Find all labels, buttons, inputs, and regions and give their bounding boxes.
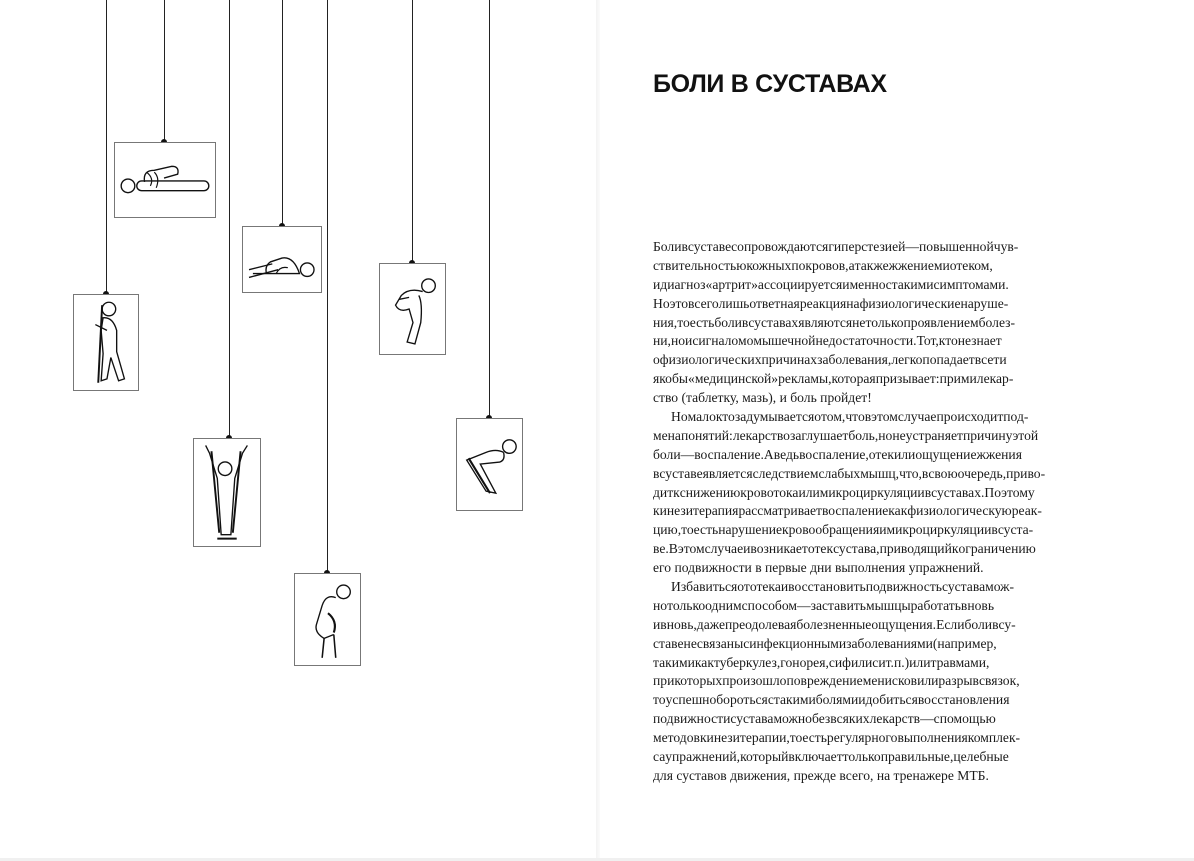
- word: есть: [802, 730, 827, 746]
- word: под-: [1003, 409, 1029, 425]
- overhead-band-stretch-icon: [194, 439, 260, 546]
- seated-leg-press-icon: [457, 419, 522, 510]
- lying-knee-hug-icon: [115, 143, 215, 217]
- word: от: [737, 579, 750, 595]
- word: которых: [674, 673, 723, 689]
- word: восстановить: [788, 579, 866, 595]
- word: вновь: [960, 597, 995, 613]
- knee-raise-standing-icon: [380, 264, 445, 354]
- word: ощущение: [915, 446, 977, 462]
- word: отек: [868, 446, 894, 462]
- word: ограничению: [958, 541, 1036, 557]
- word: как: [694, 654, 714, 670]
- word: только: [667, 597, 706, 613]
- word: одним: [705, 597, 742, 613]
- word: который: [740, 749, 789, 765]
- word: наруше-: [960, 295, 1009, 311]
- word: кто: [715, 409, 735, 425]
- standing-band-pull-icon: [74, 295, 138, 390]
- text-line: [653, 314, 1016, 333]
- word: «артрит»: [705, 276, 758, 292]
- word: есть: [693, 522, 719, 538]
- word: также: [854, 257, 889, 273]
- word: и: [780, 579, 789, 595]
- word: сифилис: [828, 654, 879, 670]
- word: в: [921, 465, 929, 481]
- word: способом: [741, 597, 797, 613]
- word: кинезитерапии,: [699, 730, 790, 746]
- word: кровотока: [740, 484, 799, 500]
- word: са: [653, 749, 666, 765]
- word: и: [858, 692, 866, 708]
- word: воспаление.: [694, 446, 764, 462]
- word: воспаление,: [799, 446, 869, 462]
- text-line: [653, 276, 1009, 295]
- word: такими: [773, 692, 816, 708]
- word: целебные: [953, 749, 1009, 765]
- word: что: [845, 409, 865, 425]
- word: и: [653, 616, 661, 632]
- word: в: [864, 409, 872, 425]
- word: этом: [871, 409, 898, 425]
- word: ствительностью: [653, 257, 747, 273]
- word: преодолевая: [725, 616, 797, 632]
- word: именно: [842, 276, 886, 292]
- forward-bend-band-icon: [295, 574, 360, 665]
- word: реак-: [1011, 503, 1042, 519]
- word: или: [909, 654, 931, 670]
- exercise-card: [193, 438, 261, 547]
- word: ставе: [653, 635, 684, 651]
- word: связаны: [696, 635, 744, 651]
- word: Поэтому: [984, 484, 1035, 500]
- word: в: [991, 522, 998, 538]
- word: мало: [687, 409, 716, 425]
- text-line: [653, 295, 1009, 314]
- word: призывает:: [875, 371, 940, 387]
- text-line: [653, 370, 1014, 389]
- word: к: [951, 541, 959, 557]
- hanging-string: [327, 0, 328, 573]
- word: следствием: [752, 465, 819, 481]
- word: чув-: [993, 239, 1019, 254]
- word: только: [865, 314, 904, 330]
- word: мышц,: [860, 465, 900, 481]
- hanging-string: [229, 0, 230, 438]
- word: мож-: [985, 579, 1015, 595]
- word: ответная: [749, 295, 800, 311]
- word: менисков: [862, 673, 918, 689]
- word: дит: [653, 484, 674, 500]
- word: комплек-: [967, 730, 1021, 746]
- text-line: [653, 672, 1020, 691]
- exercise-card: [73, 294, 139, 391]
- text-line: [653, 729, 1021, 748]
- exercise-card: [456, 418, 523, 511]
- word: или: [894, 446, 916, 462]
- word: боли: [714, 314, 742, 330]
- word: сустава: [942, 579, 986, 595]
- word: —: [905, 239, 919, 254]
- word: физиологические: [859, 295, 961, 311]
- word: является: [702, 465, 753, 481]
- word: в: [974, 352, 982, 368]
- word: болез-: [978, 314, 1016, 330]
- word: не: [852, 314, 866, 330]
- word: болями: [815, 692, 859, 708]
- word: произошло: [722, 673, 787, 689]
- word: —: [680, 446, 695, 462]
- word: В: [668, 541, 678, 557]
- word: суставах.: [931, 484, 985, 500]
- text-line: [653, 748, 1009, 767]
- word: случае: [704, 541, 744, 557]
- text-line: ство (таблетку, мазь), и боль пройдет!: [653, 390, 872, 406]
- word: физиологических: [659, 352, 762, 368]
- word: боли: [964, 616, 993, 632]
- word: бороться: [716, 692, 768, 708]
- word: это: [669, 295, 689, 311]
- word: суставе: [659, 465, 703, 481]
- word: успешно: [665, 692, 717, 708]
- word: в: [653, 465, 660, 481]
- text-line: [653, 465, 1046, 484]
- word: сустава,: [833, 541, 880, 557]
- word: проявлением: [903, 314, 979, 330]
- word: и: [653, 276, 661, 292]
- page-title: БОЛИ В СУСТАВАХ: [653, 70, 887, 98]
- word: причину: [962, 427, 1013, 443]
- word: ассоциируется: [757, 276, 843, 292]
- text-line: [653, 540, 1036, 559]
- word: но: [670, 333, 686, 349]
- word: всяких: [830, 711, 870, 727]
- text-line: [653, 484, 1035, 503]
- word: су-: [998, 616, 1016, 632]
- word: суставах: [748, 314, 799, 330]
- word: попадает: [922, 352, 975, 368]
- word: на: [846, 295, 860, 311]
- word: задумывается: [734, 409, 815, 425]
- text-line: [653, 351, 1007, 370]
- word: воспаление: [821, 503, 889, 519]
- word: боль,: [848, 427, 879, 443]
- exercise-card: [379, 263, 446, 355]
- word: связок,: [978, 673, 1020, 689]
- word: которая: [831, 371, 876, 387]
- word: и: [685, 333, 693, 349]
- text-line: для суставов движения, прежде всего, на тренажере МТБ.: [653, 767, 989, 783]
- word: болезненные: [796, 616, 872, 632]
- hanging-string: [164, 0, 165, 142]
- exercise-card: [294, 573, 361, 666]
- text-line: его подвижности в первые дни выполнения упражнений.: [653, 560, 984, 576]
- word: травмами,: [930, 654, 990, 670]
- word: рекламы,: [778, 371, 832, 387]
- word: этом: [677, 541, 705, 557]
- word: якобы: [653, 371, 689, 387]
- word: как: [888, 503, 908, 519]
- word: и: [878, 654, 886, 670]
- hanging-string: [282, 0, 283, 226]
- word: такими: [653, 654, 695, 670]
- word: помощью: [939, 711, 996, 727]
- word: суставе: [687, 239, 732, 254]
- word: том,: [821, 409, 846, 425]
- word: о: [653, 352, 660, 368]
- word: мышцы: [866, 597, 911, 613]
- word: сигналом: [692, 333, 747, 349]
- word: жжением: [888, 257, 943, 273]
- word: сопровождаются: [731, 239, 829, 254]
- word: упражнений,: [665, 749, 741, 765]
- word: о: [746, 333, 754, 349]
- word: ощущения.: [871, 616, 937, 632]
- word: разрыв: [938, 673, 979, 689]
- word: и: [879, 522, 887, 538]
- word: то: [677, 314, 690, 330]
- word: кожных: [746, 257, 792, 273]
- word: заболеваниями: [846, 635, 933, 651]
- text-line: [653, 521, 1034, 540]
- word: Но: [653, 295, 670, 311]
- word: Тот,: [916, 333, 939, 349]
- word: —: [796, 597, 811, 613]
- word: кинезитерапия: [653, 503, 739, 519]
- word: свою: [928, 465, 958, 481]
- word: «медицинской»: [688, 371, 779, 387]
- word: прими: [939, 371, 977, 387]
- word: не: [683, 635, 697, 651]
- word: приво-: [1006, 465, 1046, 481]
- word: заглушает: [789, 427, 849, 443]
- word: лекар-: [976, 371, 1014, 387]
- word: то: [653, 692, 666, 708]
- word: в: [992, 616, 999, 632]
- word: всего: [688, 295, 719, 311]
- word: нарушение: [718, 522, 783, 538]
- word: работать: [910, 597, 961, 613]
- word: есть: [689, 314, 715, 330]
- word: и: [942, 257, 950, 273]
- text-line: [653, 408, 1029, 427]
- word: причинах: [761, 352, 818, 368]
- word: микроциркуляции: [886, 522, 992, 538]
- word: в: [741, 314, 749, 330]
- word: подвижность: [865, 579, 942, 595]
- word: ни,: [653, 333, 671, 349]
- word: жжения: [976, 446, 1022, 462]
- word: гонорея,: [780, 654, 829, 670]
- text-line: [653, 654, 990, 673]
- word: кровообращения: [782, 522, 880, 538]
- word: кто: [938, 333, 958, 349]
- word: туберкулез,: [713, 654, 781, 670]
- word: А: [763, 446, 774, 462]
- word: включает: [788, 749, 843, 765]
- text-line: [653, 578, 1015, 597]
- word: случае: [897, 409, 937, 425]
- hanging-string: [412, 0, 413, 263]
- text-line: [653, 710, 996, 729]
- word: снижению: [679, 484, 741, 500]
- word: восстановления: [917, 692, 1010, 708]
- text-line: [653, 446, 1022, 465]
- word: не: [957, 333, 972, 349]
- word: с: [933, 711, 940, 727]
- word: с: [885, 276, 892, 292]
- word: Избавиться: [671, 579, 738, 595]
- text-line: [653, 635, 997, 654]
- word: Но: [671, 409, 688, 425]
- word: понятий:: [680, 427, 733, 443]
- word: знает: [971, 333, 1002, 349]
- word: повреждение: [786, 673, 863, 689]
- word: такими: [891, 276, 934, 292]
- word: о: [814, 409, 822, 425]
- text-line: [653, 502, 1042, 521]
- word: этой: [1012, 427, 1039, 443]
- word: повышенной: [919, 239, 994, 254]
- word: приводящий: [879, 541, 952, 557]
- word: регулярного: [826, 730, 898, 746]
- word: Боли: [653, 239, 682, 254]
- word: методов: [653, 730, 700, 746]
- word: не: [892, 427, 906, 443]
- word: заставить: [810, 597, 866, 613]
- text-line: [653, 597, 995, 616]
- word: ведь: [773, 446, 800, 462]
- word: цию,: [653, 522, 682, 538]
- word: очередь,: [957, 465, 1007, 481]
- body-text: [653, 238, 1046, 786]
- word: мышечной: [753, 333, 816, 349]
- word: сети: [981, 352, 1007, 368]
- word: —: [920, 711, 934, 727]
- word: отек: [807, 541, 834, 557]
- word: к: [673, 484, 680, 500]
- word: или: [798, 484, 820, 500]
- word: и: [743, 541, 751, 557]
- word: возникает: [750, 541, 808, 557]
- word: микроциркуляции: [819, 484, 925, 500]
- word: подвижности: [653, 711, 731, 727]
- word: но: [653, 597, 668, 613]
- left-page: [0, 0, 596, 858]
- word: только: [842, 749, 881, 765]
- word: реакция: [799, 295, 847, 311]
- word: покровов,: [791, 257, 849, 273]
- word: рассматривает: [738, 503, 822, 519]
- word: суста-: [997, 522, 1034, 538]
- kneeling-child-pose-icon: [243, 227, 321, 292]
- text-line: [653, 238, 1019, 257]
- text-line: [653, 332, 1002, 351]
- text-line: [653, 427, 1039, 446]
- word: добиться: [865, 692, 918, 708]
- word: легко: [891, 352, 923, 368]
- word: боли: [653, 446, 681, 462]
- word: являются: [798, 314, 853, 330]
- word: правильные,: [880, 749, 954, 765]
- word: происходит: [936, 409, 1004, 425]
- word: отека: [749, 579, 781, 595]
- word: или: [917, 673, 939, 689]
- word: с: [767, 692, 774, 708]
- hanging-string: [489, 0, 490, 418]
- word: заболевания,: [817, 352, 892, 368]
- word: ве.: [653, 541, 669, 557]
- word: сустава: [730, 711, 774, 727]
- word: при: [653, 673, 675, 689]
- word: диагноз: [660, 276, 706, 292]
- word: недостаточности.: [815, 333, 917, 349]
- word: (например,: [932, 635, 997, 651]
- word: физиологическую: [907, 503, 1012, 519]
- word: в: [924, 484, 932, 500]
- word: мена: [653, 427, 681, 443]
- word: без: [811, 711, 831, 727]
- word: то: [681, 522, 694, 538]
- word: выполнения: [897, 730, 968, 746]
- word: даже: [696, 616, 725, 632]
- text-line: [653, 257, 993, 276]
- word: устраняет: [905, 427, 963, 443]
- word: лишь: [718, 295, 750, 311]
- word: инфекционными: [749, 635, 847, 651]
- text-line: [653, 691, 1010, 710]
- word: а: [848, 257, 855, 273]
- exercise-card: [242, 226, 322, 293]
- hanging-string: [106, 0, 107, 294]
- text-line: [653, 616, 1016, 635]
- word: п.): [893, 654, 910, 670]
- word: слабых: [818, 465, 861, 481]
- word: лекарство: [732, 427, 790, 443]
- word: что,: [899, 465, 922, 481]
- word: но: [878, 427, 893, 443]
- word: лекарств: [869, 711, 921, 727]
- word: отеком,: [949, 257, 993, 273]
- word: вновь,: [660, 616, 697, 632]
- exercise-card: [114, 142, 216, 218]
- word: с: [743, 635, 750, 651]
- word: то: [789, 730, 803, 746]
- word: можно: [773, 711, 812, 727]
- word: ния,: [653, 314, 678, 330]
- word: Если: [936, 616, 965, 632]
- word: симптомами.: [933, 276, 1009, 292]
- word: в: [681, 239, 688, 254]
- word: гиперстезией: [828, 239, 906, 254]
- word: т.: [885, 654, 894, 670]
